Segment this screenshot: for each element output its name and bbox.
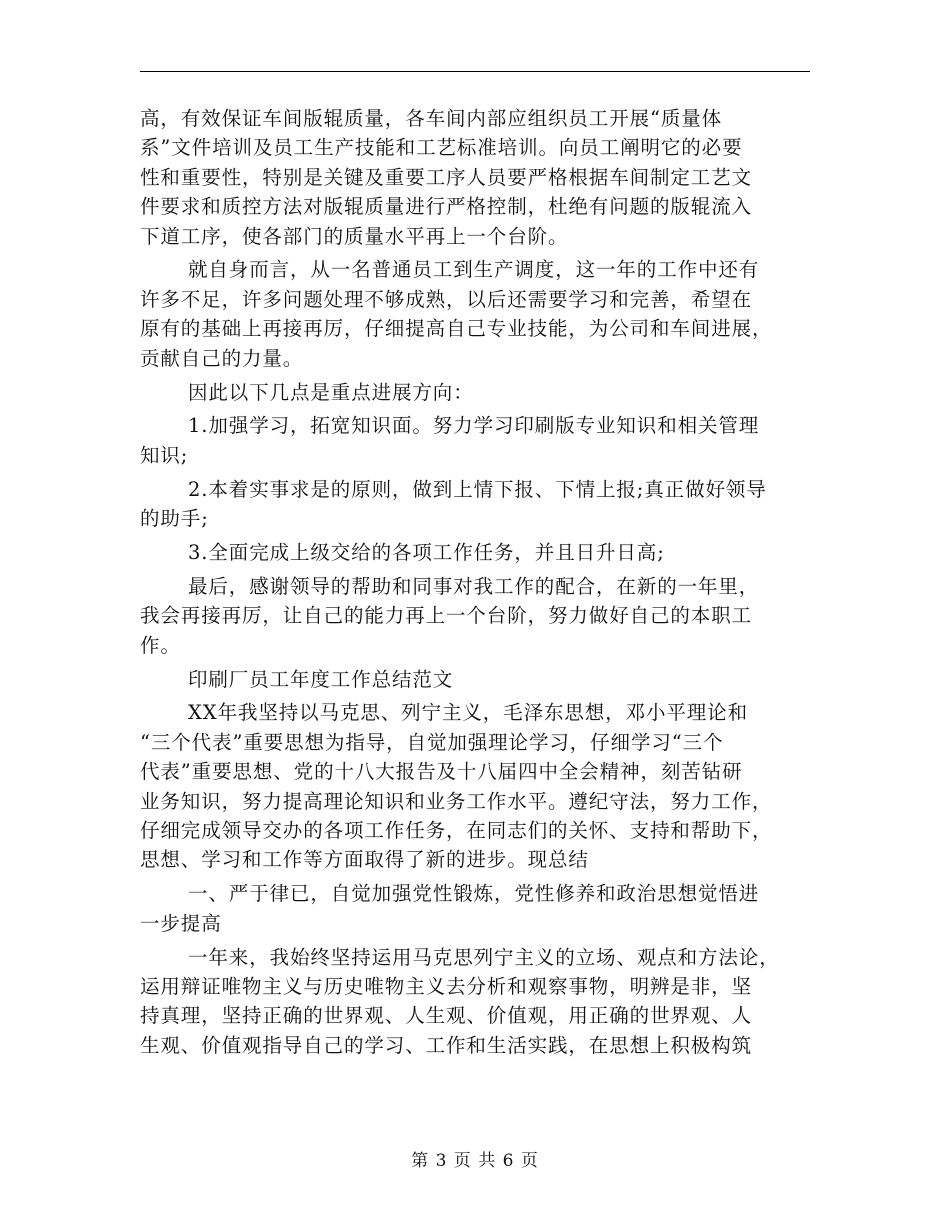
text-line: 最后，感谢领导的帮助和同事对我工作的配合，在新的一年里， [188,574,760,598]
text-line: 思想、学习和工作等方面取得了新的进步。现总结 [140,848,589,872]
text-line: 生观、价值观指导自己的学习、工作和生活实践，在思想上积极构筑 [140,1033,753,1057]
text-line: 件要求和质控方法对版辊质量进行严格控制，杜绝有问题的版辊流入 [140,195,753,219]
text-line: 高，有效保证车间版辊质量，各车间内部应组织员工开展“质量体 [140,107,723,130]
text-line: 2.本着实事求是的原则，做到上情下报、下情上报;真正做好领导 [188,477,767,501]
text-line: 下道工序，使各部门的质量水平再上一个台阶。 [140,224,569,248]
text-line: 运用辩证唯物主义与历史唯物主义去分析和观察事物，明辨是非，坚 [140,974,753,998]
text-line: 系”文件培训及员工生产技能和工艺标准培训。向员工阐明它的必要 [140,136,743,160]
text-line: XX年我坚持以马克思、列宁主义，毛泽东思想，邓小平理论和 [188,701,748,725]
text-line: 许多不足，许多问题处理不够成熟，以后还需要学习和完善，希望在 [140,287,753,311]
text-line: 3.全面完成上级交给的各项工作任务，并且日升日高; [188,540,665,564]
text-line: 一、严于律已，自觉加强党性锻炼，党性修养和政治思想觉悟进 [188,882,760,906]
text-line: 印刷厂员工年度工作总结范文 [188,667,454,691]
text-line: 知识; [140,443,189,467]
header-rule [140,71,810,72]
text-line: 1.加强学习，拓宽知识面。努力学习印刷版专业知识和相关管理 [188,414,760,438]
text-line: 作。 [140,633,181,657]
text-line: 一步提高 [140,911,222,935]
text-line: 贡献自己的力量。 [140,346,304,370]
text-line: 代表”重要思想、党的十八大报告及十八届四中全会精神，刻苦钻研 [140,760,743,784]
text-line: 因此以下几点是重点进展方向： [188,380,474,404]
text-line: 的助手; [140,507,209,531]
text-line: 一年来，我始终坚持运用马克思列宁主义的立场、观点和方法论， [188,945,780,969]
document-body [140,104,810,1060]
text-line: 我会再接再厉，让自己的能力再上一个台阶，努力做好自己的本职工 [140,604,753,628]
text-line: 业务知识，努力提高理论知识和业务工作水平。遵纪守法，努力工作， [140,789,773,813]
text-line: 原有的基础上再接再厉，仔细提高自己专业技能，为公司和车间进展， [140,317,773,341]
text-line: 持真理，坚持正确的世界观、人生观、价值观，用正确的世界观、人 [140,1004,753,1028]
page-number-footer: 第 3 页 共 6 页 [411,1151,539,1171]
text-line: 性和重要性，特别是关键及重要工序人员要严格根据车间制定工艺文 [140,165,753,189]
text-line: “三个代表”重要思想为指导，自觉加强理论学习，仔细学习“三个 [140,730,724,754]
text-line: 仔细完成领导交办的各项工作任务，在同志们的关怀、支持和帮助下， [140,818,773,842]
text-line: 就自身而言，从一名普通员工到生产调度，这一年的工作中还有 [188,258,760,282]
